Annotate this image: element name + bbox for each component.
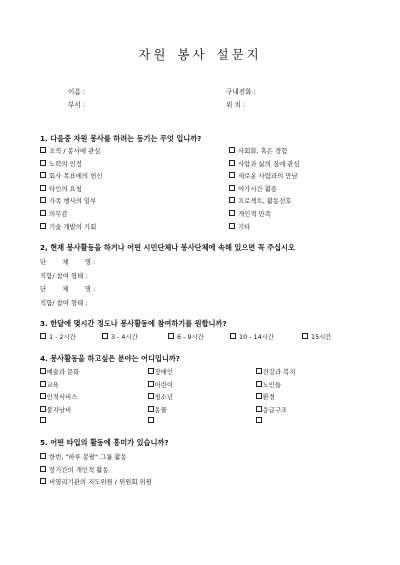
checkbox[interactable] (40, 368, 46, 374)
q2-field[interactable]: 단 체 명 : (40, 258, 96, 266)
option-label: 의무감 (49, 210, 68, 218)
q4-option[interactable] (256, 380, 281, 389)
option-label: 기타 (238, 222, 251, 231)
q5-option[interactable] (40, 452, 127, 461)
option-label: 3 - 4시간 (111, 333, 138, 341)
checkbox[interactable] (40, 185, 46, 191)
q3-option[interactable] (302, 332, 331, 341)
checkbox[interactable] (230, 333, 236, 339)
checkbox[interactable] (40, 333, 46, 339)
option-label: 15시간 (311, 333, 332, 341)
checkbox[interactable] (148, 381, 154, 387)
option-label: 6 - 9시간 (177, 333, 204, 341)
option-label: 프로젝트, 활동선호 (238, 197, 292, 206)
checkbox[interactable] (40, 466, 46, 472)
checkbox[interactable] (256, 406, 262, 412)
checkbox[interactable] (40, 478, 46, 484)
option-label: 응급구조 (262, 405, 288, 414)
q4-option[interactable] (256, 367, 295, 376)
checkbox[interactable] (40, 160, 46, 166)
question-2: 2, 현재 봉사활동을 하거나 어떤 시민단체나 봉사단체에 속해 있으면 꼭 주십시오 (40, 243, 295, 252)
q1-option[interactable] (40, 184, 82, 193)
checkbox[interactable] (148, 393, 154, 399)
option-label: 조직 / 봉사에 관심 (49, 147, 101, 155)
q4-option[interactable] (148, 392, 173, 401)
position-field[interactable]: 위 치 : (226, 101, 246, 109)
option-label: 1 - 2시간 (49, 333, 76, 341)
q4-option[interactable] (148, 380, 173, 389)
checkbox[interactable] (102, 333, 108, 339)
checkbox[interactable] (229, 197, 235, 203)
q3-option[interactable] (102, 332, 138, 341)
dept-field[interactable]: 부서 : (68, 101, 86, 109)
option-label: 회사 목표에의 헌신 (49, 172, 103, 181)
option-label: 건강과 복지 (262, 368, 296, 376)
option-label: 노력의 인정 (49, 159, 82, 168)
option-label: 사람과 삶의 질에 관심 (238, 159, 300, 168)
q4-option[interactable] (40, 392, 77, 401)
q4-option[interactable] (40, 380, 59, 389)
q1-option[interactable] (229, 159, 300, 168)
q1-option[interactable] (229, 171, 298, 180)
q4-option[interactable] (40, 417, 47, 425)
option-label: 장기간의 개인적 활동 (49, 465, 109, 474)
q1-option[interactable] (229, 196, 291, 205)
q1-option[interactable] (229, 146, 287, 155)
q1-option[interactable] (40, 146, 100, 155)
option-label: 어린이 (154, 380, 174, 389)
checkbox[interactable] (40, 172, 46, 178)
option-label: 인적서비스 (46, 393, 78, 402)
q4-option[interactable] (256, 405, 287, 414)
option-label: 노인들 (262, 380, 282, 389)
q1-option[interactable] (40, 222, 96, 231)
checkbox[interactable] (148, 368, 154, 374)
checkbox[interactable] (40, 197, 46, 203)
checkbox[interactable] (256, 381, 262, 387)
option-label: 장애인 (154, 368, 174, 376)
page-title: 자원 봉사 설문지 (138, 47, 262, 62)
option-label: 새로운 사람과의 만남 (238, 172, 298, 181)
checkbox[interactable] (40, 223, 46, 229)
q1-option[interactable] (40, 159, 82, 168)
question-5: 5. 어떤 타입의 활동에 흥미가 있습니까? (40, 438, 169, 447)
name-field[interactable]: 이름 : (68, 88, 86, 96)
checkbox[interactable] (40, 210, 46, 216)
option-label: 개인적 만족 (238, 210, 271, 218)
checkbox[interactable] (40, 417, 46, 423)
q1-option[interactable] (40, 209, 68, 218)
option-label: 여가시간 활용 (238, 184, 278, 193)
q4-option[interactable] (256, 417, 263, 425)
checkbox[interactable] (229, 172, 235, 178)
option-label: 동물 (154, 405, 167, 414)
q4-option[interactable] (256, 392, 275, 401)
q4-option[interactable] (148, 405, 167, 414)
phone-field[interactable]: 구내전화 : (226, 88, 256, 96)
q2-field[interactable]: 직함/ 참여 형태 : (40, 298, 88, 307)
checkbox[interactable] (40, 381, 46, 387)
checkbox[interactable] (229, 147, 235, 153)
option-label: 청소년 (154, 393, 174, 402)
question-1: 1. 다음중 자원 봉사를 하려는 동기는 무엇 입니까? (40, 134, 202, 143)
q4-option[interactable] (148, 367, 173, 376)
q1-option[interactable] (40, 196, 96, 205)
option-label: 10 - 14시간 (239, 333, 274, 341)
option-label: 가족 행사의 일부 (49, 197, 97, 206)
checkbox[interactable] (229, 185, 235, 191)
checkbox[interactable] (168, 333, 174, 339)
option-label: 비영리기관의 지도위원 / 위원회 위원 (49, 478, 152, 487)
q5-option[interactable] (40, 477, 152, 486)
checkbox[interactable] (148, 406, 154, 412)
checkbox[interactable] (40, 393, 46, 399)
q1-option[interactable] (229, 184, 277, 193)
option-label: 불자남비 (46, 405, 72, 414)
question-3: 3. 한달에 몇시간 정도나 봉사활동에 참여하기를 원합니까? (40, 319, 227, 328)
q3-option[interactable] (230, 332, 274, 341)
checkbox[interactable] (40, 453, 46, 459)
checkbox[interactable] (256, 393, 262, 399)
q2-field[interactable]: 직함/ 참여 형태 : (40, 271, 88, 280)
q4-option[interactable] (148, 417, 155, 425)
checkbox[interactable] (148, 417, 154, 423)
option-label: 예술과 문화 (46, 368, 80, 376)
checkbox[interactable] (229, 160, 235, 166)
option-label: 교육 (46, 380, 59, 389)
q4-option[interactable] (40, 367, 79, 376)
q4-option[interactable] (40, 405, 71, 414)
option-label: 한번, "하루 봉팔" 그룹 활동 (49, 453, 127, 461)
checkbox[interactable] (256, 417, 262, 423)
q3-option[interactable] (168, 332, 204, 341)
q1-option[interactable] (40, 171, 102, 180)
q1-option[interactable] (229, 222, 250, 231)
option-label: 타인의 요청 (49, 184, 82, 193)
q3-option[interactable] (40, 332, 76, 341)
checkbox[interactable] (302, 333, 308, 339)
option-label: 환경 (262, 393, 275, 402)
option-label: 기술 개발의 기회 (49, 222, 97, 231)
q2-field[interactable]: 단 체 명 : (40, 285, 96, 293)
option-label: 사회화, 혹은 경험 (238, 147, 288, 155)
question-4: 4. 봉사활동을 하고싶은 분야는 어디입니까? (40, 354, 180, 363)
q1-option[interactable] (229, 209, 271, 218)
checkbox[interactable] (229, 210, 235, 216)
checkbox[interactable] (40, 406, 46, 412)
checkbox[interactable] (256, 368, 262, 374)
checkbox[interactable] (40, 147, 46, 153)
checkbox[interactable] (229, 223, 235, 229)
q5-option[interactable] (40, 465, 109, 474)
